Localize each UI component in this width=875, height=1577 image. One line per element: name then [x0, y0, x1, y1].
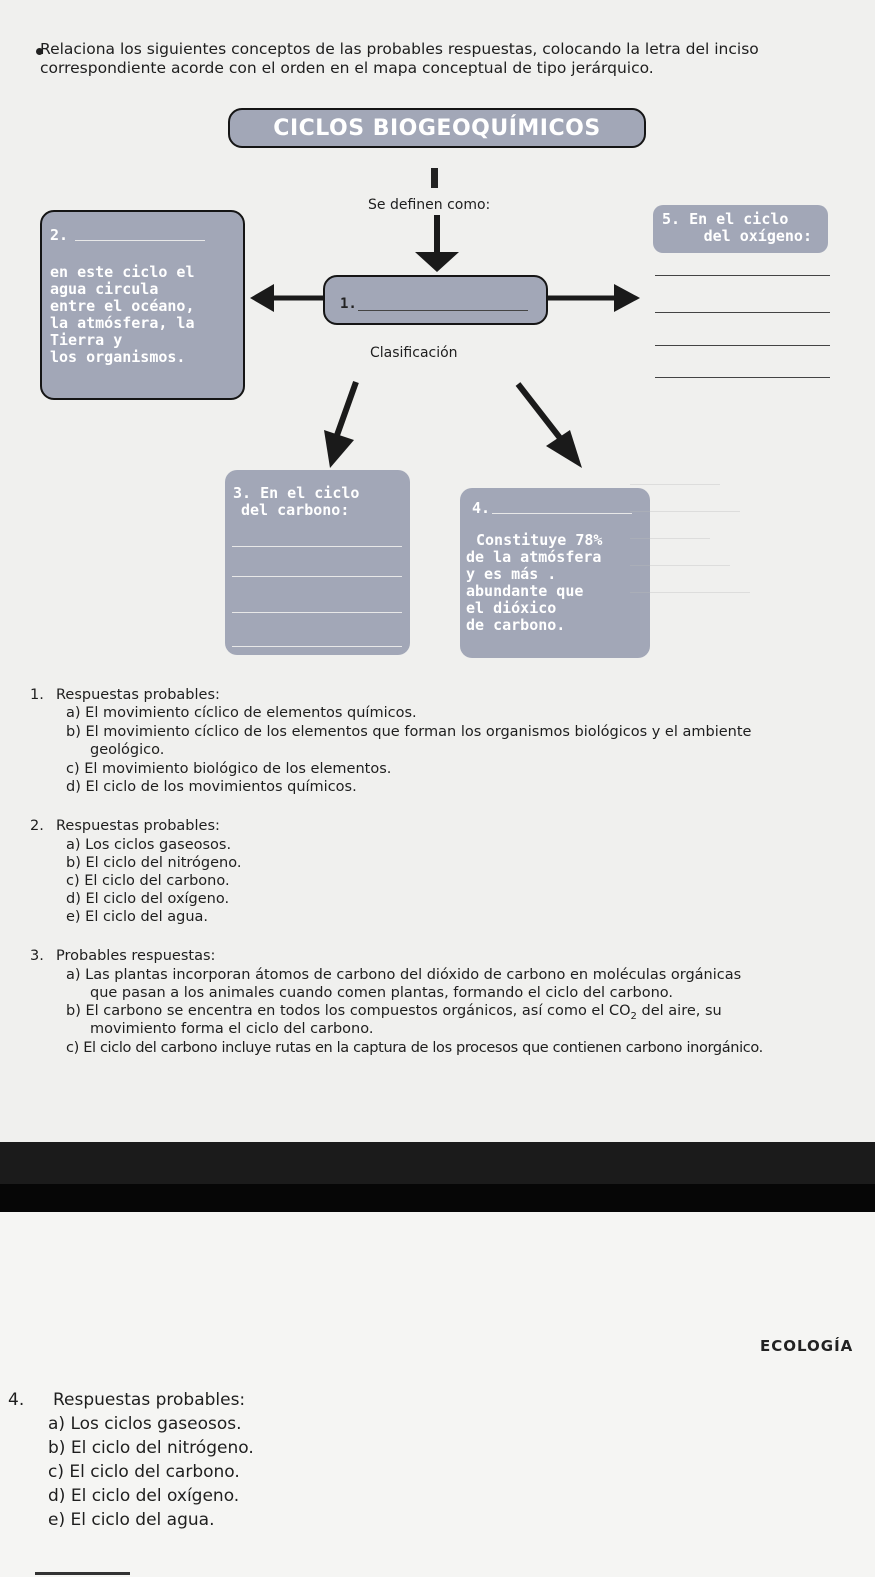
divider-bar: [431, 168, 438, 188]
arrow-left-head: [250, 284, 274, 312]
q4-option-a[interactable]: a) Los ciclos gaseosos.: [48, 1414, 242, 1434]
box4-number: 4.: [472, 499, 491, 517]
arrow-down-head: [415, 252, 459, 272]
box5-line-3[interactable]: [655, 345, 830, 346]
box2-number: 2.: [50, 226, 69, 244]
q4-option-c[interactable]: c) El ciclo del carbono.: [48, 1462, 240, 1482]
box5-line-4[interactable]: [655, 377, 830, 378]
q3-option-b[interactable]: b) El carbono se encentra en todos los compuestos orgánicos, así como el $CO_2$ del aire, su: [66, 1003, 722, 1022]
q1-option-b[interactable]: b) El movimiento cíclico de los elementos que forman los organismos biológicos y el ambiente: [66, 724, 752, 740]
box5-line-2[interactable]: [655, 312, 830, 313]
q4-option-d[interactable]: d) El ciclo del oxígeno.: [48, 1486, 240, 1506]
box4-answer-line[interactable]: [492, 513, 632, 514]
arrow-right-head: [614, 284, 640, 312]
q3-option-a[interactable]: a) Las plantas incorporan átomos de carbono del dióxido de carbono en moléculas orgánicas: [66, 967, 742, 983]
q1-option-b-cont: geológico.: [90, 742, 165, 758]
box3-text: 3. En el ciclo del carbono:: [233, 484, 360, 519]
arrow-diag-left-head: [324, 430, 354, 468]
q2-option-b[interactable]: b) El ciclo del nitrógeno.: [66, 855, 242, 871]
q3-option-b-cont: movimiento forma el ciclo del carbono.: [90, 1021, 374, 1037]
box4-text: Constituye 78% de la atmósfera y es más . abundante que el dióxico de carbono.: [466, 531, 603, 634]
arrow-diag-right-shaft: [518, 384, 560, 438]
q2-option-d[interactable]: d) El ciclo del oxígeno.: [66, 891, 230, 907]
box3-line-1[interactable]: [232, 546, 402, 547]
box1-answer-line[interactable]: [358, 310, 528, 311]
box1-number: 1.: [340, 296, 357, 312]
q1-option-c[interactable]: c) El movimiento biológico de los elementos.: [66, 761, 392, 777]
question-4: 4. Respuestas probables: a) Los ciclos gaseosos. b) El ciclo del nitrógeno. c) El ciclo del carbono. d) El ciclo del oxígeno. e) El ciclo del agua.: [8, 1390, 254, 1530]
box3-line-4[interactable]: [232, 646, 402, 647]
q3-option-c[interactable]: c) El ciclo del carbono incluye rutas en la captura de los procesos que contienen carbono inorgánico.: [66, 1040, 763, 1056]
q1-option-d[interactable]: d) El ciclo de los movimientos químicos.: [66, 779, 357, 795]
q2-option-e[interactable]: e) El ciclo del agua.: [66, 909, 209, 925]
box2-answer-line[interactable]: [75, 240, 205, 241]
box2-text: en este ciclo el agua circula entre el océano, la atmósfera, la Tierra y los organismos.: [50, 263, 195, 366]
box3-line-3[interactable]: [232, 612, 402, 613]
q2-option-a[interactable]: a) Los ciclos gaseosos.: [66, 837, 232, 853]
q4-option-e[interactable]: e) El ciclo del agua.: [48, 1510, 215, 1530]
q3-option-a-cont: que pasan a los animales cuando comen plantas, formando el ciclo del carbono.: [90, 985, 673, 1001]
q4-option-b[interactable]: b) El ciclo del nitrógeno.: [48, 1438, 254, 1458]
q2-option-c[interactable]: c) El ciclo del carbono.: [66, 873, 230, 889]
box5-line-1[interactable]: [655, 275, 830, 276]
question-2: 2. Respuestas probables: a) Los ciclos gaseosos. b) El ciclo del nitrógeno. c) El ciclo del carbono. d) El ciclo del oxígeno. e) El ciclo del agua.: [30, 818, 242, 925]
show-through-marks: [630, 480, 800, 640]
question-1: 1. Respuestas probables: a) El movimiento cíclico de elementos químicos. b) El movimiento cíclico de los elementos que forman los organismos biológicos y el ambiente geológico. c) El movimiento biológico de los elementos. d) El ciclo de los movimientos químicos.: [30, 687, 752, 795]
classification-label: Clasificación: [370, 345, 458, 361]
q1-option-a[interactable]: a) El movimiento cíclico de elementos químicos.: [66, 705, 417, 721]
instructions: Relaciona los siguientes conceptos de las probables respuestas, colocando la letra del inciso correspondiente acorde con el orden en el mapa conceptual de tipo jerárquico.: [40, 40, 759, 77]
cutoff-text-fragment: [35, 1568, 130, 1577]
photo-gap-dark: [0, 1184, 875, 1212]
define-label: Se definen como:: [368, 197, 491, 213]
arrow-diag-left-shaft: [336, 382, 356, 438]
question-3: 3. Probables respuestas: a) Las plantas incorporan átomos de carbono del dióxido de carbono en moléculas orgánicas que pasan a los animales cuando comen plantas, formando el ciclo del carbono. b) El carbono se encentra en todos los compuestos orgánicos, así como el $CO_2$ del aire, su movimiento forma el ciclo del carbono. c) El ciclo del carbono incluye rutas en la captura de los procesos que contienen carbono inorgánico.: [30, 948, 763, 1056]
map-title: CICLOS BIOGEOQUÍMICOS: [228, 108, 646, 148]
box5-text: 5. En el ciclo del oxígeno:: [662, 210, 812, 245]
page-header: ECOLOGÍA: [760, 1337, 854, 1355]
box3-line-2[interactable]: [232, 576, 402, 577]
arrow-diag-right-head: [546, 430, 582, 468]
